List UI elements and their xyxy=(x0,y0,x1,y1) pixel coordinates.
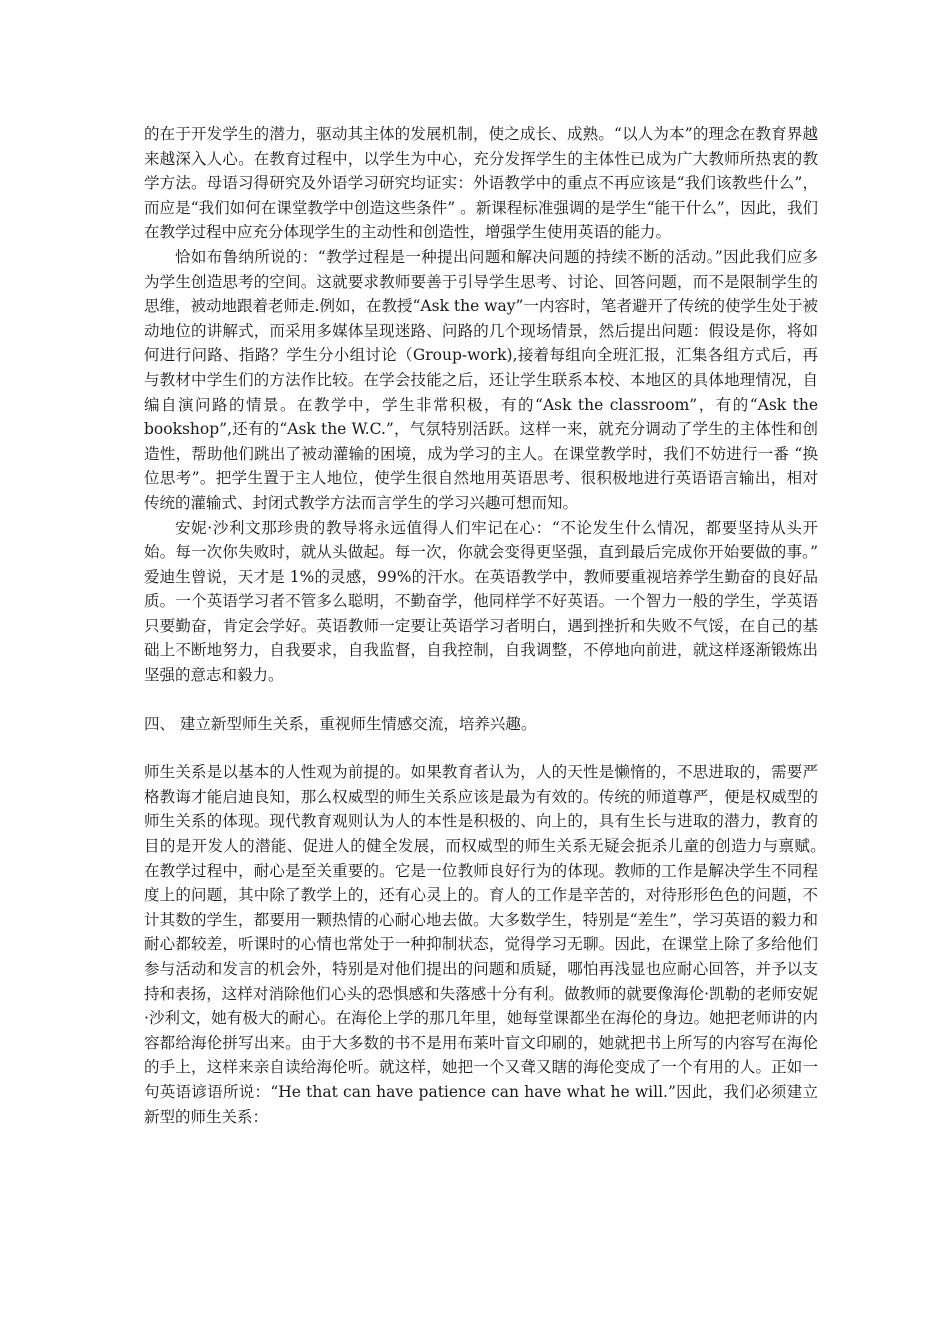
paragraph-continuation: 的在于开发学生的潜力，驱动其主体的发展机制，使之成长、成熟。“以人为本”的理念在教育界越来越深入人心。在教育过程中，以学生为中心，充分发挥学生的主体性已成为广大教师所热衷的教学方法。母语习得研究及外语学习研究均证实：外语教学中的重点不再应该是“我们该教些什么”，而应是“我们如何在课堂教学中创造这些条件” 。新课程标准强调的是学生“能干什么”，因此，我们在教学过程中应充分体现学生的主动性和创造性，增强学生使用英语的能力。 xyxy=(144,125,818,242)
paragraph-sullivan: 安妮·沙利文那珍贵的教导将永远值得人们牢记在心：“不论发生什么情况，都要坚持从头开始。每一次你失败时，就从头做起。每一次，你就会变得更坚强，直到最后完成你开始要做的事。” 爱迪生曾说，天才是 1%的灵感，99%的汗水。在英语教学中，教师要重视培养学生勤奋的良好品质。一个英语学习者不管多么聪明，不勤奋学，他同样学不好英语。一个智力一般的学生，学英语只要勤奋，肯定会学好。英语教师一定要让英语学习者明白，遇到挫折和失败不气馁，在自己的基础上不断地努力，自我要求，自我监督，自我控制，自我调整，不停地向前进，就这样逐渐锻炼出坚强的意志和毅力。 xyxy=(144,518,818,685)
paragraph-teacher-student: 师生关系是以基本的人性观为前提的。如果教育者认为，人的天性是懒惰的，不思进取的，需要严格教诲才能启迪良知，那么权威型的师生关系应该是最为有效的。传统的师道尊严，便是权威型的师生关系的体现。现代教育观则认为人的本性是积极的、向上的，具有生长与进取的潜力，教育的目的是开发人的潜能、促进人的健全发展，而权威型的师生关系无疑会扼杀儿童的创造力与禀赋。 在教学过程中，耐心是至关重要的。它是一位教师良好行为的体现。教师的工作是解决学生不同程度上的问题，其中除了教学上的，还有心灵上的。育人的工作是辛苦的，对待形形色色的问题，不计其数的学生，都要用一颗热情的心耐心地去做。大多数学生，特别是“差生”，学习英语的毅力和耐心都较差，听课时的心情也常处于一种抑制状态，觉得学习无聊。因此，在课堂上除了多给他们参与活动和发言的机会外，特别是对他们提出的问题和质疑，哪怕再浅显也应耐心回答，并予以支持和表扬，这样对消除他们心头的恐惧感和失落感十分有利。做教师的就要像海伦·凯勒的老师安妮·沙利文，她有极大的耐心。在海伦上学的那几年里，她每堂课都坐在海伦的身边。她把老师讲的内容都给海伦拼写出来。由于大多数的书不是用布莱叶盲文印刷的，她就把书上所写的内容写在海伦的手上，这样来亲自读给海伦听。就这样，她把一个又聋又瞎的海伦变成了一个有用的人。正如一句英语谚语所说：“He that can have patience can have what he will.”因此，我们必须建立新型的师生关系： xyxy=(144,763,850,1126)
document-body xyxy=(144,122,850,1129)
section-heading: 四、 建立新型师生关系，重视师生情感交流，培养兴趣。 xyxy=(144,714,537,733)
paragraph-bruner: 恰如布鲁纳所说的：“教学过程是一种提出问题和解决问题的持续不断的活动。”因此我们应多为学生创造思考的空间。这就要求教师要善于引导学生思考、讨论、回答问题，而不是限制学生的思维，被动地跟着老师走.例如，在教授“Ask the way”一内容时，笔者避开了传统的使学生处于被动地位的讲解式，而采用多媒体呈现迷路、问路的几个现场情景，然后提出问题：假设是你，将如何进行问路、指路？学生分小组讨论（Group-work),接着每组向全班汇报，汇集各组方式后，再与教材中学生们的方法作比较。在学会技能之后，还让学生联系本校、本地区的具体地理情况，自编自演问路的情景。在教学中，学生非常积极，有的“Ask the classroom”，有的“Ask the bookshop”,还有的“Ask the W.C.”，气氛特别活跃。这样一来，就充分调动了学生的主体性和创造性，帮助他们跳出了被动灌输的困境，成为学习的主人。在课堂教学时，我们不妨进行一番 “换位思考”。把学生置于主人地位，使学生很自然地用英语思考、很积极地进行英语语言输出，相对传统的灌输式、封闭式教学方法而言学生的学习兴趣可想而知。 xyxy=(144,247,818,512)
